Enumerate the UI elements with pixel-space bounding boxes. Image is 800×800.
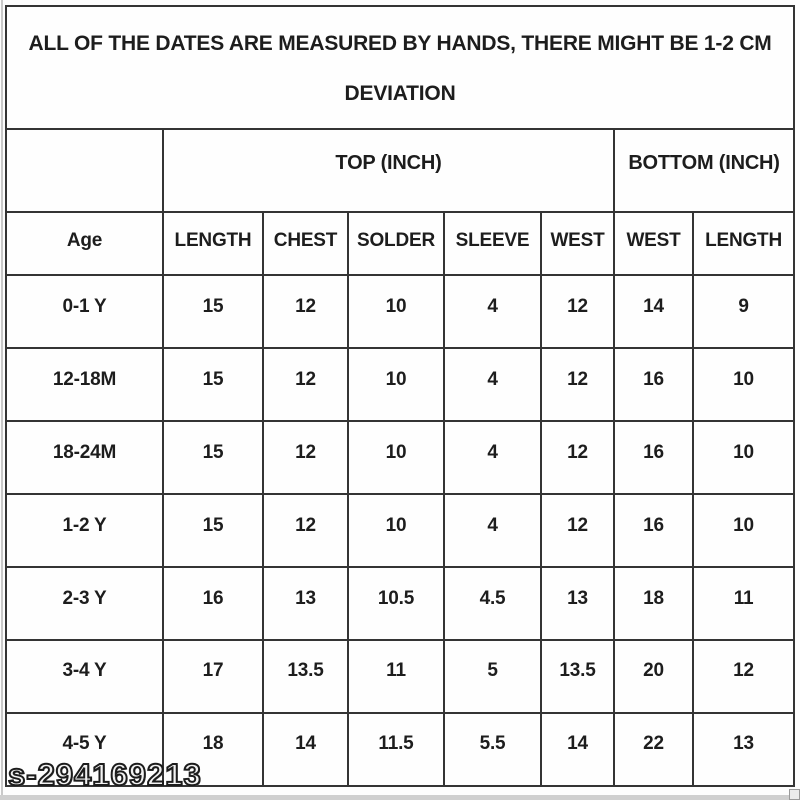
value-cell: 10: [693, 348, 794, 421]
value-cell: 4: [444, 275, 541, 348]
value-cell: 10: [348, 348, 444, 421]
value-cell: 4: [444, 421, 541, 494]
age-cell: 4-5 Y: [6, 713, 163, 786]
value-cell: 15: [163, 348, 263, 421]
column-header-solder: SOLDER: [348, 212, 444, 276]
table-row-0-1y: [6, 275, 794, 348]
value-cell: 5.5: [444, 713, 541, 786]
value-cell: 12: [541, 421, 614, 494]
value-cell: 14: [614, 275, 693, 348]
column-header-age: Age: [6, 212, 163, 276]
value-cell: 20: [614, 640, 693, 713]
value-cell: 15: [163, 494, 263, 567]
value-cell: 4.5: [444, 567, 541, 640]
value-cell: 4: [444, 494, 541, 567]
table-row-3-4y: [6, 640, 794, 713]
table-row-2-3y: [6, 567, 794, 640]
age-cell: 0-1 Y: [6, 275, 163, 348]
value-cell: 16: [614, 494, 693, 567]
size-chart-sheet: [5, 5, 793, 792]
value-cell: 5: [444, 640, 541, 713]
value-cell: 11.5: [348, 713, 444, 786]
column-header-bottom-length: LENGTH: [693, 212, 794, 276]
value-cell: 13: [541, 567, 614, 640]
value-cell: 12: [541, 494, 614, 567]
group-header-row: [6, 129, 794, 211]
value-cell: 10: [693, 494, 794, 567]
group-header-bottom-inch: BOTTOM (INCH): [614, 129, 794, 211]
table-row-1-2y: [6, 494, 794, 567]
column-header-top-length: LENGTH: [163, 212, 263, 276]
value-cell: 13: [693, 713, 794, 786]
watermark-text: s-294169213: [8, 757, 202, 792]
left-edge-line: [1, 0, 3, 800]
column-header-row: [6, 212, 794, 276]
value-cell: 4: [444, 348, 541, 421]
column-header-chest: CHEST: [263, 212, 348, 276]
value-cell: 10: [348, 275, 444, 348]
age-cell: 3-4 Y: [6, 640, 163, 713]
value-cell: 18: [163, 713, 263, 786]
value-cell: 12: [263, 421, 348, 494]
value-cell: 12: [263, 275, 348, 348]
age-cell: 2-3 Y: [6, 567, 163, 640]
value-cell: 16: [614, 348, 693, 421]
deviation-note-line1: ALL OF THE DATES ARE MEASURED BY HANDS, THERE MIGHT BE 1-2 CM: [28, 31, 772, 55]
age-cell: 1-2 Y: [6, 494, 163, 567]
value-cell: 22: [614, 713, 693, 786]
value-cell: 11: [693, 567, 794, 640]
age-cell: 18-24M: [6, 421, 163, 494]
column-header-bottom-west: WEST: [614, 212, 693, 276]
value-cell: 14: [541, 713, 614, 786]
value-cell: 12: [541, 348, 614, 421]
value-cell: 15: [163, 275, 263, 348]
bottom-gray-strip: [0, 795, 800, 800]
value-cell: 18: [614, 567, 693, 640]
value-cell: 16: [163, 567, 263, 640]
deviation-note-line2: DEVIATION: [344, 81, 456, 105]
value-cell: 12: [263, 348, 348, 421]
column-header-top-west: WEST: [541, 212, 614, 276]
value-cell: 11: [348, 640, 444, 713]
value-cell: 13: [263, 567, 348, 640]
size-chart-table: [5, 5, 795, 787]
table-row-12-18m: [6, 348, 794, 421]
value-cell: 15: [163, 421, 263, 494]
resize-handle-square: [789, 789, 800, 800]
value-cell: 10.5: [348, 567, 444, 640]
value-cell: 12: [263, 494, 348, 567]
value-cell: 14: [263, 713, 348, 786]
deviation-note-cell: [6, 6, 794, 129]
value-cell: 17: [163, 640, 263, 713]
value-cell: 12: [693, 640, 794, 713]
value-cell: 10: [693, 421, 794, 494]
value-cell: 12: [541, 275, 614, 348]
value-cell: 13.5: [263, 640, 348, 713]
column-header-sleeve: SLEEVE: [444, 212, 541, 276]
table-row-18-24m: [6, 421, 794, 494]
age-cell: 12-18M: [6, 348, 163, 421]
corner-empty-cell: [6, 129, 163, 211]
value-cell: 10: [348, 421, 444, 494]
value-cell: 16: [614, 421, 693, 494]
group-header-top-inch: TOP (INCH): [163, 129, 614, 211]
value-cell: 10: [348, 494, 444, 567]
value-cell: 13.5: [541, 640, 614, 713]
deviation-note-row: [6, 6, 794, 129]
value-cell: 9: [693, 275, 794, 348]
